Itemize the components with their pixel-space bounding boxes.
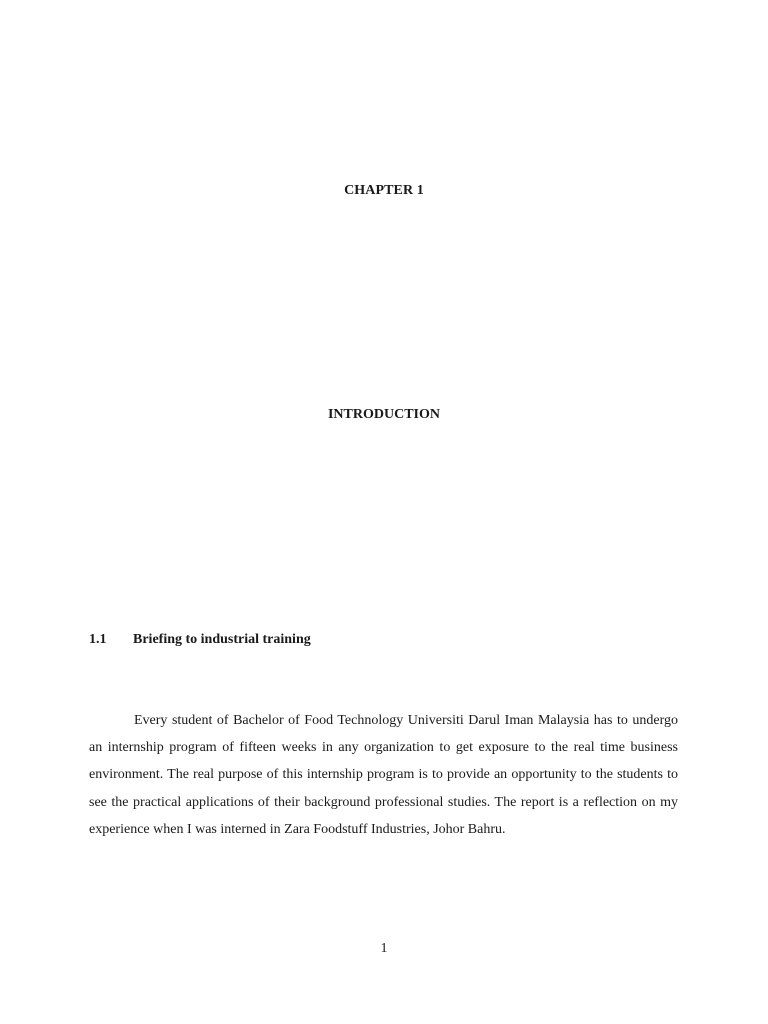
page-number: 1: [380, 941, 388, 956]
section-number: 1.1: [89, 632, 107, 647]
body-paragraph: Every student of Bachelor of Food Technology Universiti Darul Iman Malaysia has to undergo an internship program of fifteen weeks in any organization to get exposure to the real time business environment. The real purpose of this internship program is to provide an opportunity to the students to see the practical applications of their background professional studies. The report is a reflection on my experience when I was interned in Zara Foodstuff Industries, Johor Bahru.: [89, 713, 678, 837]
chapter-label: CHAPTER 1: [344, 183, 424, 198]
section-title: Briefing to industrial training: [133, 632, 311, 647]
chapter-title: INTRODUCTION: [327, 407, 440, 422]
section-heading: [89, 632, 311, 648]
